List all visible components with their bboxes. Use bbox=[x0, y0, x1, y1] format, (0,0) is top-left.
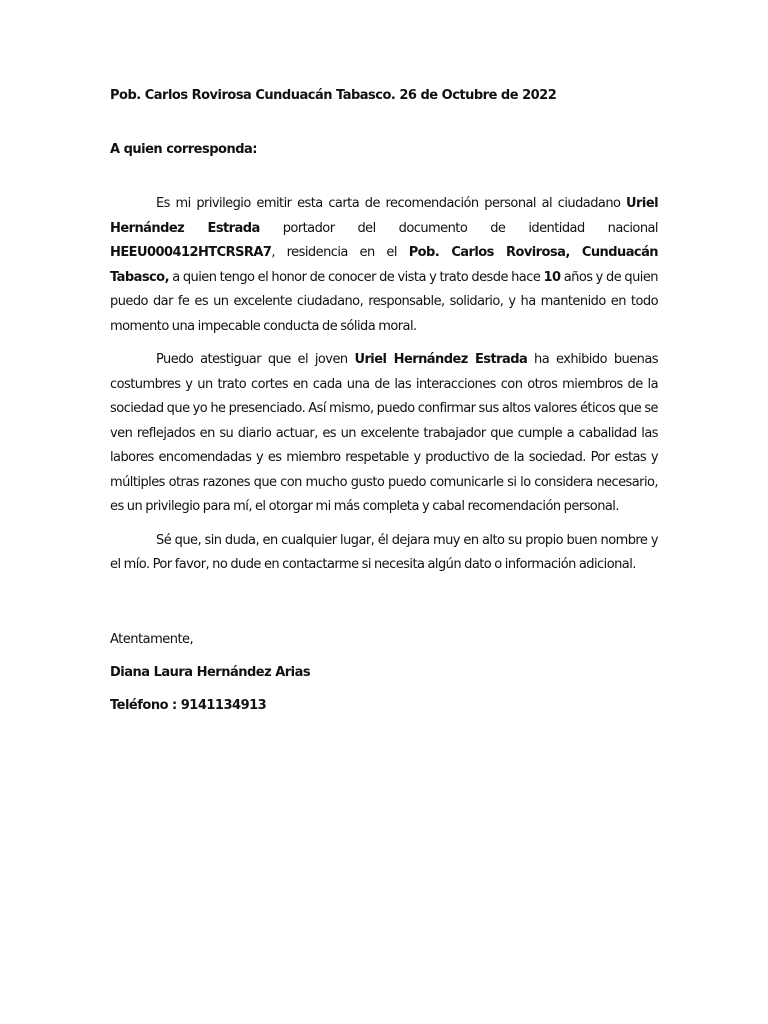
paragraph-2 bbox=[110, 348, 658, 520]
paragraph-2-text-2: ha exhibido buenas costumbres y un trato cortes en cada una de las interacciones con otros miembros de la sociedad que yo he presenciado. Así mismo, puedo confirmar sus altos valores éticos que se ven reflejados en su diario actuar, es un excelente trabajador que cumple a cabalidad las labores encomendadas y es miembro respetable y productivo de la sociedad. Por estas y múltiples otras razones que con mucho gusto puedo comunicarle si lo considera necesario, es un privilegio para mí, el otorgar mi más completa y cabal recomendación personal. bbox=[110, 352, 658, 514]
closing: Atentamente, bbox=[110, 631, 194, 647]
recommended-person-name-2: Uriel Hernández Estrada bbox=[354, 352, 528, 367]
signer-name: Diana Laura Hernández Arias bbox=[110, 664, 311, 680]
paragraph-1-text-1: Es mi privilegio emitir esta carta de recomendación personal al ciudadano bbox=[156, 196, 627, 211]
paragraph-1-text-3: , residencia en el bbox=[271, 245, 409, 260]
paragraph-2-text-1: Puedo atestiguar que el joven bbox=[156, 352, 355, 367]
id-number: HEEU000412HTCRSRA7 bbox=[110, 245, 272, 260]
letter-body bbox=[110, 84, 658, 718]
paragraph-1-text-5: años y de quien puedo dar fe es un excelente ciudadano, responsable, solidario, y ha mantenido en todo momento una impecable conducta de sólida moral. bbox=[110, 269, 658, 334]
recommended-person-name: Uriel Hernández Estrada bbox=[110, 196, 658, 236]
paragraph-1-text-2: portador del documento de identidad nacional bbox=[259, 220, 658, 236]
residence: Pob. Carlos Rovirosa, Cunduacán Tabasco, bbox=[110, 245, 658, 285]
paragraph-3-text-1: Sé que, sin duda, en cualquier lugar, él dejara muy en alto su propio buen nombre y el mío. Por favor, no dude en contactarme si necesita algún dato o información adicional. bbox=[110, 532, 658, 572]
paragraph-3 bbox=[110, 529, 658, 578]
paragraph-1-text-4: a quien tengo el honor de conocer de vista y trato desde hace bbox=[168, 269, 544, 285]
place-date-line: Pob. Carlos Rovirosa Cunduacán Tabasco. 26 de Octubre de 2022 bbox=[110, 88, 557, 103]
phone-line: Teléfono : 9141134913 bbox=[110, 697, 267, 713]
paragraph-1 bbox=[110, 192, 658, 339]
years-known: 10 bbox=[543, 269, 561, 285]
salutation: A quien corresponda: bbox=[110, 142, 257, 157]
